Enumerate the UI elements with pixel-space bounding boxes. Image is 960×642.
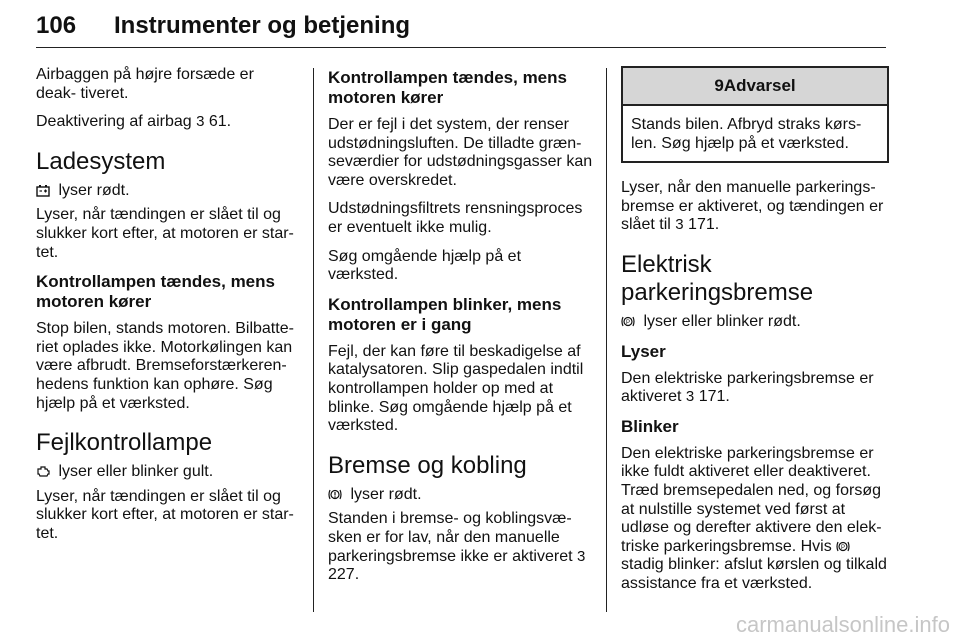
paragraph: Lyser, når den manuelle parkerings- bremse er aktiveret, og tændingen er slået til 3 171. <box>621 179 884 234</box>
paragraph: Airbaggen på højre forsæde er deak- tiveret. <box>36 66 254 102</box>
battery-icon <box>36 184 50 197</box>
section-heading: Fejlkontrollampe <box>36 429 213 457</box>
section-heading: Ladesystem <box>36 147 166 175</box>
column-3 <box>621 66 889 604</box>
warning-triangle-icon: 9 <box>714 76 724 95</box>
paragraph: Den elektriske parkeringsbremse er ikke fuldt aktiveret eller deaktiveret. Træd bremsepedalen ned, og forsøg at nulstille systemet ved først at udløse og derefter aktivere den elek- triske parkeringsbremse. Hvis P stadig blinker: afslut kørslen og tilkald assistance fra et værksted. <box>621 444 887 592</box>
paragraph: Lyser, når tændingen er slået til og slukker kort efter, at motoren er star- tet. <box>36 206 294 261</box>
paragraph: Udstødningsfiltrets rensningsproces er eventuelt ikke mulig. <box>328 200 583 236</box>
page-ref-arrow: 3 <box>196 113 205 131</box>
page-ref-arrow: 3 <box>576 547 586 565</box>
watermark: carmanualsonline.info <box>735 612 950 637</box>
sub-heading: Lyser <box>621 341 666 361</box>
paragraph: Den elektriske parkeringsbremse er aktiveret 3 171. <box>621 369 874 406</box>
section-heading: Bremse og kobling <box>328 451 527 479</box>
column-2 <box>328 66 594 595</box>
parking-brake-icon <box>621 315 635 328</box>
page-number: 106 <box>36 12 77 39</box>
paragraph: P lyser eller blinker rødt. <box>621 313 889 332</box>
sub-heading: Kontrollampen blinker, mens motoren er i gang <box>328 294 562 334</box>
svg-text:P: P <box>625 319 631 326</box>
column-divider-1 <box>313 68 314 612</box>
paragraph: Fejl, der kan føre til beskadigelse af katalysatoren. Slip gaspedalen indtil kontrollampen holder op med at blinke. Søg omgående hjælp på et værksted. <box>328 342 584 435</box>
page-ref-arrow: 3 <box>675 216 684 234</box>
section-heading: Elektrisk parkeringsbremse <box>621 250 814 306</box>
paragraph: Der er fejl i det system, der renser udstødningsluften. De tilladte græn- seværdier for udstødningsgasser kan være overskredet. <box>328 116 593 189</box>
warning-title: Advarsel <box>723 76 796 95</box>
sub-heading: Kontrollampen tændes, mens motoren kører <box>36 272 275 312</box>
warning-header <box>623 68 887 106</box>
brake-icon <box>328 488 342 501</box>
warning-box <box>621 66 889 163</box>
sub-heading: Blinker <box>621 416 679 436</box>
warning-text: Stands bilen. Afbryd straks kørs- len. Søg hjælp på et værksted. <box>631 116 862 152</box>
paragraph: Deaktivering af airbag 3 61. <box>36 113 232 131</box>
paragraph: Søg omgående hjælp på et værksted. <box>328 247 522 284</box>
paragraph: Stop bilen, stands motoren. Bilbatte- riet oplades ikke. Motorkølingen kan være afbrudt. Bremseforstærkeren- hedens funktion kan ophøre. Søg hjælp på et værksted. <box>36 320 294 412</box>
paragraph: lyser rødt. <box>328 486 594 505</box>
page-title: Instrumenter og betjening <box>114 12 411 39</box>
column-1 <box>36 66 298 554</box>
sub-heading: Kontrollampen tændes, mens motoren kører <box>328 68 567 107</box>
paragraph: Lyser, når tændingen er slået til og slukker kort efter, at motoren er star- tet. <box>36 487 294 542</box>
page-ref-arrow: 3 <box>685 388 695 406</box>
parking-brake-icon <box>836 540 850 553</box>
svg-text:P: P <box>841 544 846 551</box>
paragraph: Standen i bremse- og koblingsvæ- sken er for lav, når den manuelle parkeringsbremse ikke er aktiveret 3 227. <box>328 510 586 584</box>
header-divider <box>36 47 886 48</box>
page-header <box>36 8 886 46</box>
paragraph: lyser eller blinker gult. <box>36 463 298 482</box>
column-divider-2 <box>606 68 607 612</box>
engine-check-icon <box>36 465 50 478</box>
paragraph: lyser rødt. <box>36 182 298 201</box>
